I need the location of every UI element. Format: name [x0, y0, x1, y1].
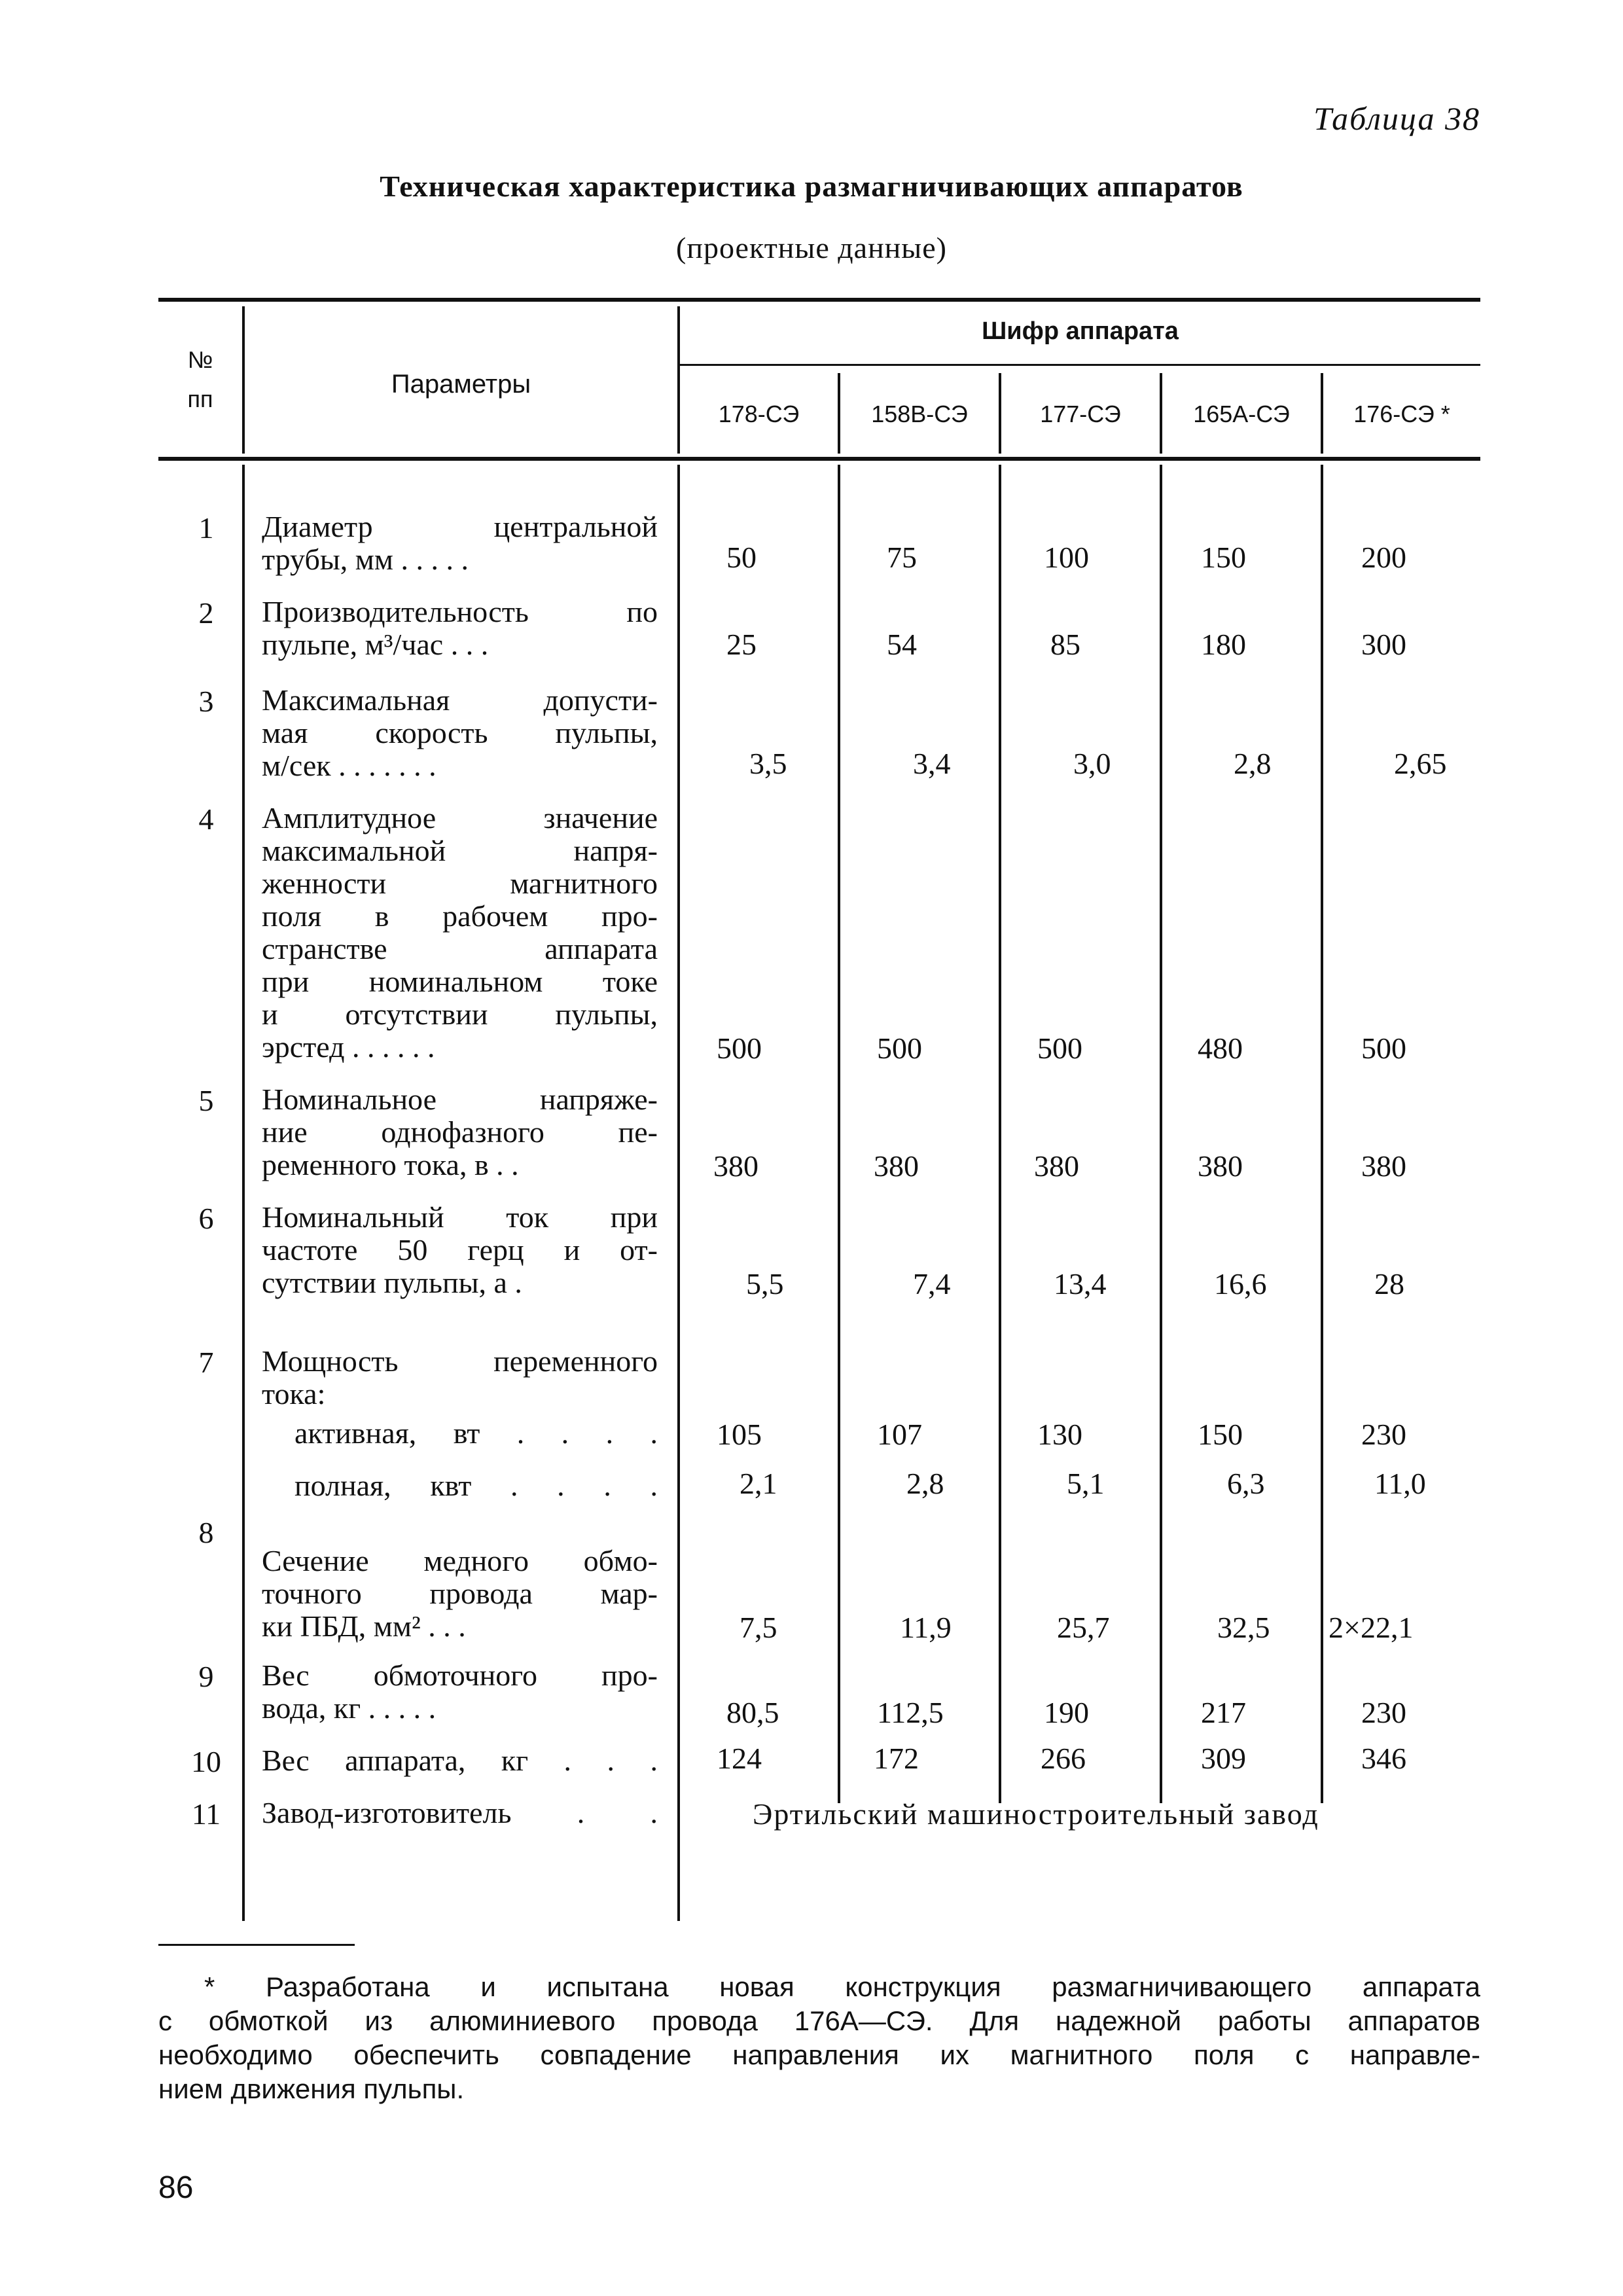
header-model: 178-СЭ	[718, 401, 800, 427]
param-line: максимальной напря-	[262, 834, 658, 867]
value-cell: 200	[1361, 541, 1406, 574]
param-line: полная, квт . . . .	[294, 1469, 658, 1502]
header-model: 165А-СЭ	[1193, 401, 1290, 427]
table-subtitle: (проектные данные)	[676, 231, 947, 264]
value-cell: 266	[1041, 1742, 1086, 1775]
param-line: при номинальном токе	[262, 965, 658, 998]
value-cell: 107	[877, 1418, 922, 1451]
value-cell: 75	[887, 541, 917, 574]
value-cell: 54	[887, 628, 917, 661]
value-cell: 500	[877, 1031, 922, 1065]
value-cell: 230	[1361, 1418, 1406, 1451]
value-cell: 217	[1201, 1696, 1246, 1729]
row-number: 2	[198, 596, 214, 630]
value-cell: 130	[1037, 1418, 1082, 1451]
value-cell: 2,65	[1394, 747, 1447, 780]
header-model: 158В-СЭ	[871, 401, 968, 427]
value-cell: 3,5	[749, 747, 787, 780]
value-cell: 50	[726, 541, 757, 574]
header-params: Параметры	[391, 370, 531, 399]
row-parameter	[294, 1469, 658, 1502]
param-line: ременного тока, в . .	[262, 1148, 519, 1181]
param-line: ки ПБД, мм² . . .	[262, 1609, 466, 1643]
value-cell: 3,0	[1073, 747, 1111, 780]
value-cell: 500	[717, 1031, 762, 1065]
value-cell: 3,4	[913, 747, 951, 780]
footnote	[158, 1970, 1480, 2106]
value-cell: 85	[1050, 628, 1080, 661]
group-header-rule	[677, 364, 1480, 366]
value-cell: 380	[1034, 1149, 1079, 1183]
value-cell: 346	[1361, 1742, 1406, 1775]
col-divider	[1160, 465, 1162, 1803]
header-num	[158, 340, 242, 419]
param-line: Максимальная допусти-	[262, 683, 658, 717]
param-line: сутствии пульпы, а .	[262, 1266, 522, 1299]
param-line: тока:	[262, 1377, 326, 1410]
footnote-rule	[158, 1944, 355, 1946]
param-line: Вес аппарата, кг . . .	[262, 1744, 658, 1777]
row-number: 6	[198, 1202, 214, 1235]
col-divider	[1321, 465, 1323, 1803]
col-divider	[677, 465, 680, 1921]
param-line: вода, кг . . . . .	[262, 1691, 437, 1725]
param-line: Номинальный ток при	[262, 1200, 658, 1234]
value-cell: 124	[717, 1742, 762, 1775]
value-cell: 2,8	[906, 1467, 944, 1500]
value-cell: 7,4	[913, 1267, 951, 1300]
value-cell: 2×22,1	[1329, 1611, 1414, 1644]
value-cell: 32,5	[1217, 1611, 1270, 1644]
value-cell: 112,5	[877, 1696, 944, 1729]
footnote-line: нием движения пульпы.	[158, 2073, 465, 2104]
value-cell: 5,1	[1067, 1467, 1105, 1500]
header-num-line: пп	[187, 386, 213, 412]
param-line: Производительность по	[262, 595, 658, 628]
footnote-line: с обмоткой из алюминиевого провода 176А—СЭ. Для надежной работы аппаратов	[158, 2005, 1480, 2036]
row-parameter	[262, 684, 658, 782]
value-cell: 380	[713, 1149, 758, 1183]
footnote-line: необходимо обеспечить совпадение направления их магнитного поля с направле-	[158, 2039, 1480, 2070]
row-parameter	[262, 1744, 658, 1777]
row-number: 7	[198, 1346, 214, 1379]
param-line: Завод-изготовитель . .	[262, 1796, 658, 1829]
row-number: 11	[191, 1797, 221, 1831]
row-number: 10	[191, 1745, 221, 1778]
param-line: женности магнитного	[262, 867, 658, 900]
value-cell: 150	[1198, 1418, 1243, 1451]
row-parameter	[262, 1545, 658, 1643]
value-cell: 16,6	[1214, 1267, 1267, 1300]
param-line: Вес обмоточного про-	[262, 1659, 658, 1692]
row-parameter	[262, 596, 658, 661]
param-line: Мощность переменного	[262, 1344, 658, 1378]
value-cell: 380	[874, 1149, 919, 1183]
col-divider	[999, 465, 1001, 1803]
value-cell: 500	[1361, 1031, 1406, 1065]
param-line: Амплитудное значение	[262, 801, 658, 834]
param-line: поля в рабочем про-	[262, 899, 658, 933]
value-cell: 28	[1374, 1267, 1404, 1300]
param-line: м/сек . . . . . . .	[262, 749, 437, 782]
value-cell: 190	[1044, 1696, 1089, 1729]
table-number: Таблица 38	[1313, 100, 1480, 137]
row-number: 9	[198, 1660, 214, 1693]
row-parameter	[262, 1201, 658, 1299]
header-model: 177-СЭ	[1040, 401, 1121, 427]
value-cell: 500	[1037, 1031, 1082, 1065]
row-parameter	[262, 1659, 658, 1725]
row-number: 3	[198, 685, 214, 718]
param-line: странстве аппарата	[262, 932, 658, 965]
param-line: частоте 50 герц и от-	[262, 1233, 658, 1266]
row-parameter	[262, 1797, 658, 1829]
value-cell: 180	[1201, 628, 1246, 661]
row-parameter	[294, 1417, 658, 1450]
value-cell: 11,9	[900, 1611, 952, 1644]
value-cell: 230	[1361, 1696, 1406, 1729]
value-cell: 2,1	[740, 1467, 777, 1500]
value-cell: 11,0	[1374, 1467, 1426, 1500]
param-line: Номинальное напряже-	[262, 1083, 658, 1116]
value-cell: 150	[1201, 541, 1246, 574]
value-cell: 25	[726, 628, 757, 661]
param-line: эрстед . . . . . .	[262, 1030, 435, 1064]
param-line: и отсутствии пульпы,	[262, 997, 658, 1031]
value-cell: 100	[1044, 541, 1089, 574]
param-line: активная, вт . . . .	[294, 1416, 658, 1450]
row-parameter	[262, 1345, 658, 1410]
value-cell: 480	[1198, 1031, 1243, 1065]
param-line: Диаметр центральной	[262, 510, 658, 543]
row-parameter	[262, 802, 658, 1064]
row-number: 1	[198, 511, 214, 545]
value-cell: 25,7	[1057, 1611, 1110, 1644]
row-parameter	[262, 1083, 658, 1181]
param-line: пульпе, м³/час . . .	[262, 628, 489, 661]
row-number: 5	[198, 1084, 214, 1117]
param-line: точного провода мар-	[262, 1577, 658, 1610]
value-cell: 7,5	[740, 1611, 777, 1644]
value-cell: 380	[1361, 1149, 1406, 1183]
table-top-rule	[158, 298, 1480, 302]
header-bottom-rule	[158, 457, 1480, 461]
header-num-line: №	[187, 346, 213, 373]
param-line: Сечение медного обмо-	[262, 1544, 658, 1577]
table-title: Техническая характеристика размагничивающих аппаратов	[380, 170, 1243, 203]
page-number: 86	[158, 2170, 194, 2205]
row-parameter	[262, 511, 658, 576]
param-line: трубы, мм . . . . .	[262, 543, 469, 576]
header-model: 176-СЭ *	[1353, 401, 1450, 427]
value-cell: 105	[717, 1418, 762, 1451]
value-cell: 6,3	[1227, 1467, 1265, 1500]
col-divider	[838, 465, 840, 1803]
value-cell: 309	[1201, 1742, 1246, 1775]
value-cell: 80,5	[726, 1696, 779, 1729]
param-line: ние однофазного пе-	[262, 1115, 658, 1149]
value-cell: 300	[1361, 628, 1406, 661]
value-cell: 13,4	[1054, 1267, 1107, 1300]
col-divider	[242, 465, 245, 1921]
value-cell: 2,8	[1234, 747, 1272, 780]
value-cell: 172	[874, 1742, 919, 1775]
row-number: 4	[198, 802, 214, 836]
param-line: мая скорость пульпы,	[262, 716, 658, 749]
footnote-line: * Разработана и испытана новая конструкция размагничивающего аппарата	[204, 1971, 1480, 2002]
value-cell: 380	[1198, 1149, 1243, 1183]
value-cell: 5,5	[746, 1267, 784, 1300]
manufacturer-merged-cell: Эртильский машиностроительный завод	[753, 1797, 1319, 1831]
row-number: 8	[198, 1516, 214, 1549]
header-group: Шифр аппарата	[982, 317, 1179, 345]
